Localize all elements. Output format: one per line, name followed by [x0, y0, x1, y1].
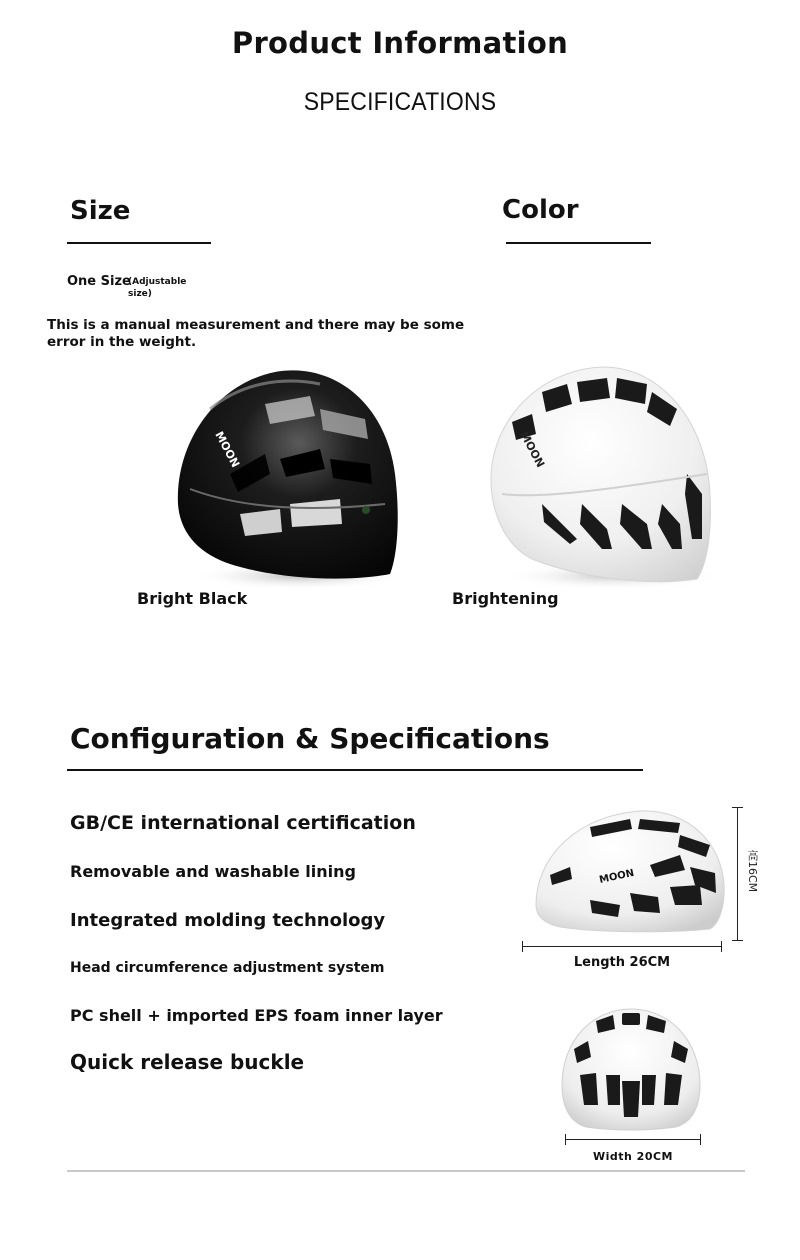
- footer-divider: [67, 1170, 745, 1172]
- helmet-image-black: [170, 364, 410, 592]
- size-note-line2: size): [128, 289, 152, 299]
- helmet-side-view-image: [530, 805, 730, 940]
- page-title: Product Information: [231, 26, 569, 60]
- helmet-image-white: [482, 364, 722, 592]
- feature-item: Integrated molding technology: [70, 910, 386, 931]
- width-dimension-line: [565, 1139, 701, 1140]
- helmet-front-view-image: [558, 1005, 704, 1131]
- helmet-logo-side: MOON: [598, 867, 636, 886]
- width-dimension-tick-right: [700, 1134, 701, 1145]
- width-dimension-label: Width 20CM: [592, 1150, 674, 1163]
- height-dimension-label: 高16CM: [746, 850, 759, 893]
- size-heading: Size: [70, 196, 131, 226]
- size-note-line1: (Adjustable: [128, 277, 187, 287]
- size-heading-underline: [67, 242, 211, 244]
- helmet-logo-white: MOON: [517, 429, 548, 470]
- length-dimension-tick-right: [721, 941, 722, 952]
- height-dimension-tick-top: [732, 807, 743, 808]
- size-value: One Size: [67, 274, 131, 289]
- color-heading-underline: [506, 242, 651, 244]
- color-option-white-label: Brightening: [452, 589, 559, 608]
- config-heading-underline: [67, 769, 643, 771]
- config-heading: Configuration & Specifications: [70, 722, 550, 755]
- weight-disclaimer-line2: error in the weight.: [47, 334, 197, 350]
- page-subtitle: SPECIFICATIONS: [303, 88, 497, 116]
- width-dimension-tick-left: [565, 1134, 566, 1145]
- feature-item: Quick release buckle: [70, 1050, 305, 1074]
- feature-item: PC shell + imported EPS foam inner layer: [70, 1006, 443, 1025]
- color-heading: Color: [502, 195, 579, 225]
- feature-item: GB/CE international certification: [70, 812, 416, 834]
- height-dimension-line: [737, 807, 738, 941]
- feature-item: Head circumference adjustment system: [70, 960, 385, 976]
- length-dimension-tick-left: [522, 941, 523, 952]
- color-option-black-label: Bright Black: [137, 589, 248, 608]
- weight-disclaimer-line1: This is a manual measurement and there may be some: [47, 317, 465, 333]
- height-dimension-tick-bottom: [732, 940, 743, 941]
- feature-item: Removable and washable lining: [70, 862, 356, 881]
- helmet-logo-black: MOON: [212, 429, 243, 470]
- length-dimension-line: [522, 946, 722, 947]
- length-dimension-label: Length 26CM: [573, 955, 671, 970]
